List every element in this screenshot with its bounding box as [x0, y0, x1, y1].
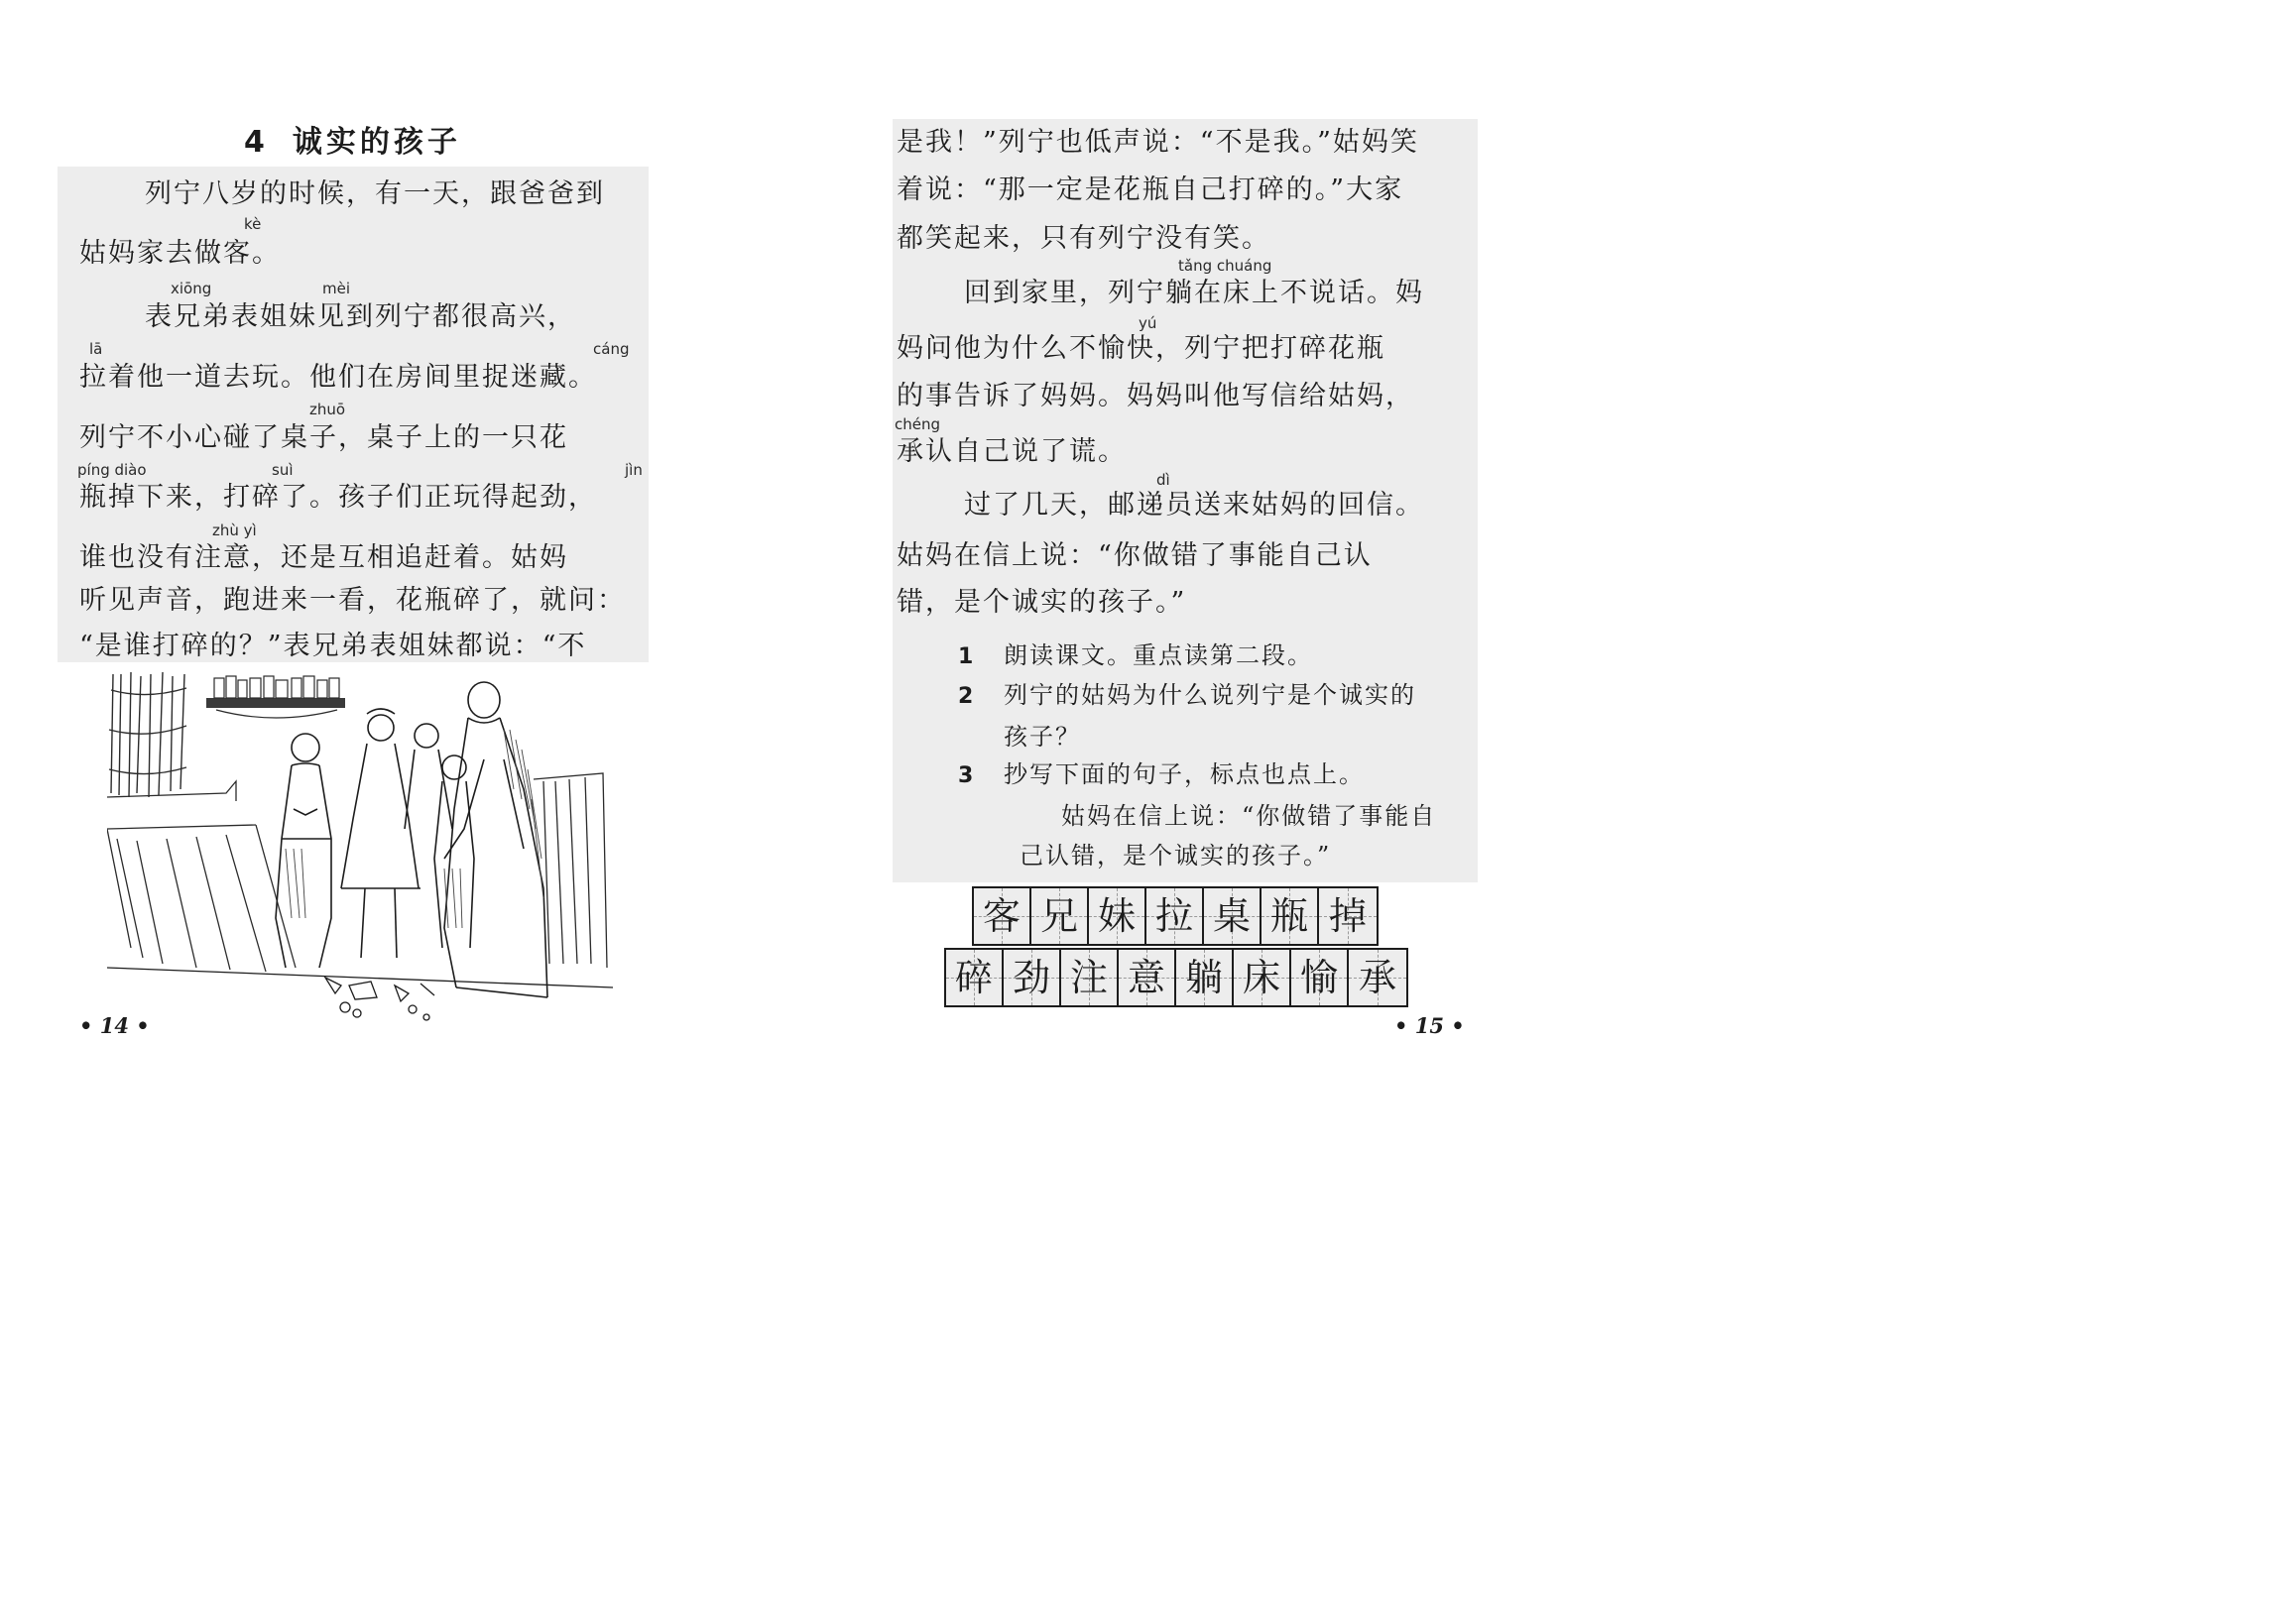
vocab-character: 桌	[1204, 888, 1262, 944]
text-line: 是我！”列宁也低声说：“不是我。”姑妈笑	[897, 127, 1419, 158]
vocab-grid-row-1	[972, 886, 1379, 946]
vocab-character: 碎	[946, 950, 1004, 1005]
pinyin-annotation: lā	[89, 340, 103, 358]
vocab-character: 床	[1234, 950, 1291, 1005]
vocab-character: 意	[1119, 950, 1176, 1005]
pinyin-annotation: chéng	[895, 415, 941, 433]
pinyin-annotation: xiōng	[171, 280, 212, 297]
vocab-character: 拉	[1146, 888, 1204, 944]
text-line: 承认自己说了谎。	[897, 436, 1127, 467]
page-number: • 14 •	[79, 1013, 150, 1038]
text-line: 都笑起来，只有列宁没有笑。	[897, 223, 1270, 254]
exercise-text: 朗读课文。重点读第二段。	[1004, 641, 1313, 669]
vocab-grid-row-2	[944, 948, 1408, 1007]
exercise-number: 3	[958, 763, 974, 788]
copy-sentence: 己认错，是个诚实的孩子。”	[1020, 842, 1332, 870]
vocab-character: 掉	[1319, 888, 1377, 944]
vocab-character: 客	[974, 888, 1031, 944]
lesson-title	[244, 117, 461, 161]
vocab-character: 兄	[1031, 888, 1089, 944]
pinyin-annotation: yú	[1139, 314, 1157, 332]
vocab-character: 瓶	[1262, 888, 1319, 944]
text-line: “是谁打碎的？”表兄弟表姐妹都说：“不	[79, 631, 587, 661]
exercise-number: 2	[958, 684, 974, 709]
text-line: 回到家里，列宁躺在床上不说话。妈	[964, 278, 1424, 308]
text-line: 拉着他一道去玩。他们在房间里捉迷藏。	[79, 362, 597, 393]
pinyin-annotation: suì	[272, 461, 294, 479]
vocab-character: 愉	[1291, 950, 1349, 1005]
left-page	[0, 0, 778, 1104]
vocab-character: 承	[1349, 950, 1406, 1005]
pinyin-annotation: zhù yì	[212, 522, 257, 539]
exercise-text: 抄写下面的句子，标点也点上。	[1004, 760, 1365, 788]
text-line: 列宁八岁的时候，有一天，跟爸爸到	[145, 178, 605, 209]
text-line: 表兄弟表姐妹见到列宁都很高兴，	[145, 301, 576, 332]
pinyin-annotation: jìn	[625, 461, 643, 479]
exercise-number: 1	[958, 644, 974, 669]
lesson-title-text: 诚实的孩子	[292, 125, 461, 160]
page-number: • 15 •	[1394, 1013, 1465, 1038]
text-line: 瓶掉下来，打碎了。孩子们正玩得起劲，	[79, 482, 597, 513]
pinyin-annotation: cáng	[593, 340, 630, 358]
text-line: 谁也没有注意，还是互相追赶着。姑妈	[79, 542, 568, 573]
vocab-character: 躺	[1176, 950, 1234, 1005]
exercise-text: 列宁的姑妈为什么说列宁是个诚实的	[1004, 681, 1416, 709]
text-line: 错，是个诚实的孩子。”	[897, 587, 1187, 618]
exercise-text: 孩子？	[1004, 723, 1081, 751]
pinyin-annotation: mèi	[322, 280, 351, 297]
pinyin-annotation: dì	[1156, 471, 1170, 489]
lesson-number: 4	[244, 125, 269, 160]
pinyin-annotation: zhuō	[309, 401, 346, 418]
pinyin-annotation: píng diào	[77, 461, 147, 479]
text-line: 听见声音，跑进来一看，花瓶碎了，就问：	[79, 585, 626, 616]
text-line: 姑妈家去做客。	[79, 238, 281, 269]
text-line: 列宁不小心碰了桌子，桌子上的一只花	[79, 422, 568, 453]
text-line: 着说：“那一定是花瓶自己打碎的。”大家	[897, 174, 1404, 205]
text-line: 过了几天，邮递员送来姑妈的回信。	[964, 490, 1424, 521]
pinyin-annotation: kè	[244, 215, 262, 233]
copy-sentence: 姑妈在信上说：“你做错了事能自	[1061, 802, 1437, 830]
vocab-character: 劲	[1004, 950, 1061, 1005]
pinyin-annotation: tǎng chuáng	[1178, 257, 1272, 275]
vocab-character: 注	[1061, 950, 1119, 1005]
text-line: 妈问他为什么不愉快，列宁把打碎花瓶	[897, 333, 1385, 364]
right-page	[778, 0, 1554, 1104]
text-line: 的事告诉了妈妈。妈妈叫他写信给姑妈，	[897, 381, 1414, 411]
illustration-children-broken-vase	[107, 670, 613, 1033]
text-line: 姑妈在信上说：“你做错了事能自己认	[897, 540, 1373, 571]
vocab-character: 妹	[1089, 888, 1146, 944]
